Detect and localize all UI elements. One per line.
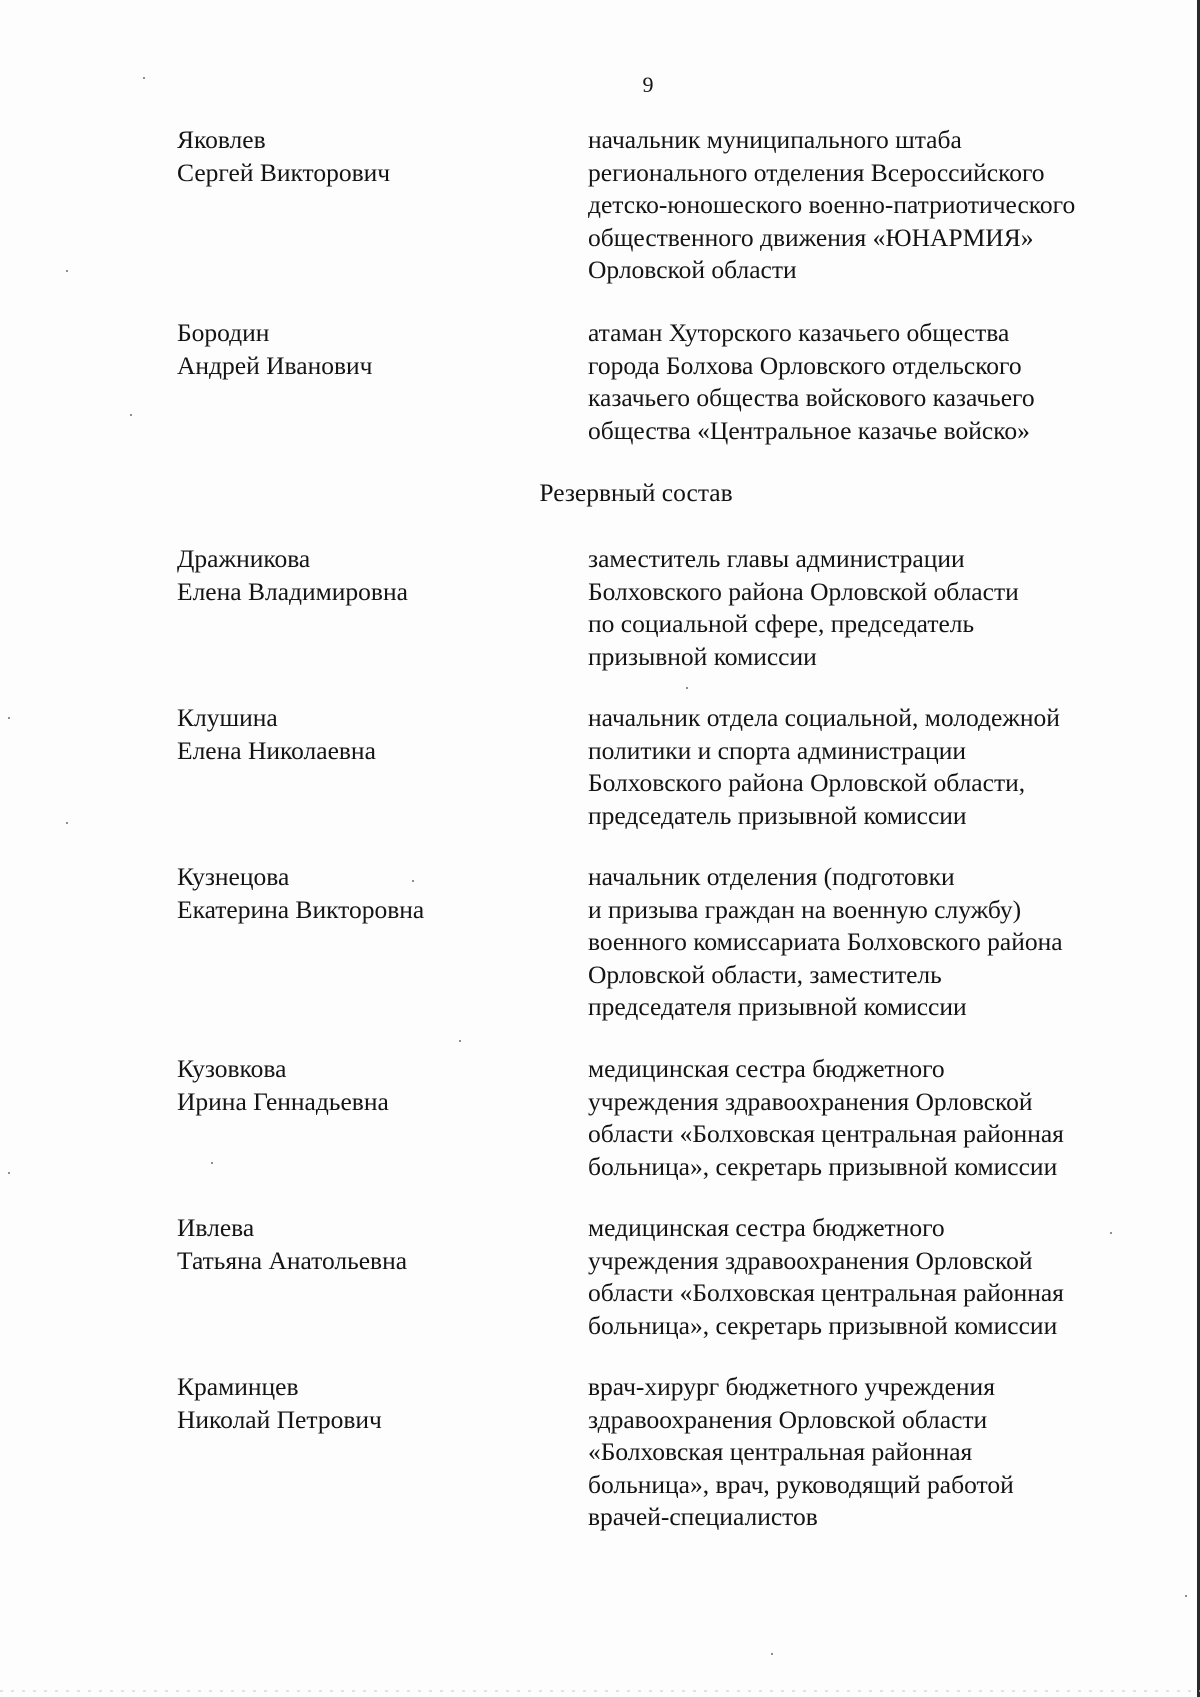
position-line: Орловской области <box>588 255 797 284</box>
position-line: больница», секретарь призывной комиссии <box>588 1151 1058 1181</box>
member-given-names: Сергей Викторович <box>177 157 391 187</box>
member-name <box>177 1053 557 1118</box>
member-given-names: Елена Николаевна <box>177 735 376 765</box>
scan-speck <box>8 1172 10 1174</box>
position-line: врачей-специалистов <box>588 1502 818 1531</box>
position-line: врач-хирург бюджетного учреждения <box>588 1372 995 1401</box>
scan-speck <box>66 822 68 824</box>
position-line: казачьего общества войскового казачьего <box>588 383 1035 412</box>
member-given-names: Екатерина Викторовна <box>177 894 425 924</box>
position-line: заместитель главы администрации <box>588 544 965 573</box>
position-line: начальник отдела социальной, молодежной <box>588 703 1060 732</box>
member-position <box>588 702 1148 832</box>
position-line: Болховского района Орловской области, <box>588 768 1026 797</box>
scan-speck <box>130 414 132 416</box>
member-surname: Клушина <box>177 703 278 732</box>
scan-bottom-artifact <box>0 1690 1200 1692</box>
position-line: области «Болховская центральная районная <box>588 1119 1064 1148</box>
position-line: председатель призывной комиссии <box>588 800 967 830</box>
scan-speck <box>686 687 688 689</box>
member-position <box>588 861 1148 1024</box>
member-surname: Ивлева <box>177 1213 255 1242</box>
member-name <box>177 124 557 189</box>
position-line: атаман Хуторского казачьего общества <box>588 318 1010 347</box>
position-line: медицинская сестра бюджетного <box>588 1213 945 1242</box>
position-line: призывной комиссии <box>588 641 817 671</box>
position-line: города Болхова Орловского отдельского <box>588 350 1022 380</box>
member-name <box>177 1371 557 1436</box>
position-line: медицинская сестра бюджетного <box>588 1054 945 1083</box>
member-position <box>588 1212 1148 1342</box>
position-line: Орловской области, заместитель <box>588 959 942 989</box>
member-surname: Дражникова <box>177 544 311 573</box>
member-position <box>588 317 1148 447</box>
member-position <box>588 1371 1148 1534</box>
member-given-names: Ирина Геннадьевна <box>177 1086 389 1116</box>
position-line: общества «Центральное казачье войско» <box>588 415 1030 445</box>
scan-speck <box>1185 1595 1187 1597</box>
position-line: учреждения здравоохранения Орловской <box>588 1245 1033 1275</box>
position-line: больница», секретарь призывной комиссии <box>588 1310 1058 1340</box>
position-line: Болховского района Орловской области <box>588 576 1019 606</box>
section-heading-reserve: Резервный состав <box>539 478 733 507</box>
member-surname: Бородин <box>177 318 270 347</box>
position-line: здравоохранения Орловской области <box>588 1404 988 1434</box>
position-line: больница», врач, руководящий работой <box>588 1469 1014 1499</box>
scan-speck <box>66 270 68 272</box>
member-surname: Кузовкова <box>177 1054 287 1083</box>
scan-speck <box>771 1653 773 1655</box>
member-position <box>588 1053 1148 1183</box>
member-surname: Кузнецова <box>177 862 290 891</box>
member-position <box>588 543 1148 673</box>
position-line: общественного движения «ЮНАРМИЯ» <box>588 222 1034 252</box>
position-line: регионального отделения Всероссийского <box>588 157 1045 187</box>
position-line: по социальной сфере, председатель <box>588 609 975 638</box>
member-name <box>177 543 557 608</box>
position-line: начальник отделения (подготовки <box>588 862 955 891</box>
position-line: и призыва граждан на военную службу) <box>588 894 1022 924</box>
member-given-names: Андрей Иванович <box>177 350 373 380</box>
member-surname: Яковлев <box>177 125 266 154</box>
scan-speck <box>8 717 10 719</box>
position-line: военного комиссариата Болховского района <box>588 927 1063 956</box>
member-name <box>177 1212 557 1277</box>
position-line: области «Болховская центральная районная <box>588 1278 1064 1307</box>
member-position <box>588 124 1148 287</box>
page-number: 9 <box>642 72 654 97</box>
member-given-names: Николай Петрович <box>177 1404 382 1434</box>
member-name <box>177 317 557 382</box>
position-line: начальник муниципального штаба <box>588 125 962 154</box>
scan-speck <box>459 1040 461 1042</box>
member-name <box>177 702 557 767</box>
scan-speck <box>211 1162 213 1164</box>
position-line: «Болховская центральная районная <box>588 1437 973 1466</box>
member-name <box>177 861 557 926</box>
position-line: детско-юношеского военно-патриотического <box>588 190 1076 219</box>
member-given-names: Татьяна Анатольевна <box>177 1245 408 1275</box>
position-line: председателя призывной комиссии <box>588 992 967 1021</box>
position-line: учреждения здравоохранения Орловской <box>588 1086 1033 1116</box>
position-line: политики и спорта администрации <box>588 735 967 765</box>
member-given-names: Елена Владимировна <box>177 576 408 606</box>
member-surname: Краминцев <box>177 1372 299 1401</box>
